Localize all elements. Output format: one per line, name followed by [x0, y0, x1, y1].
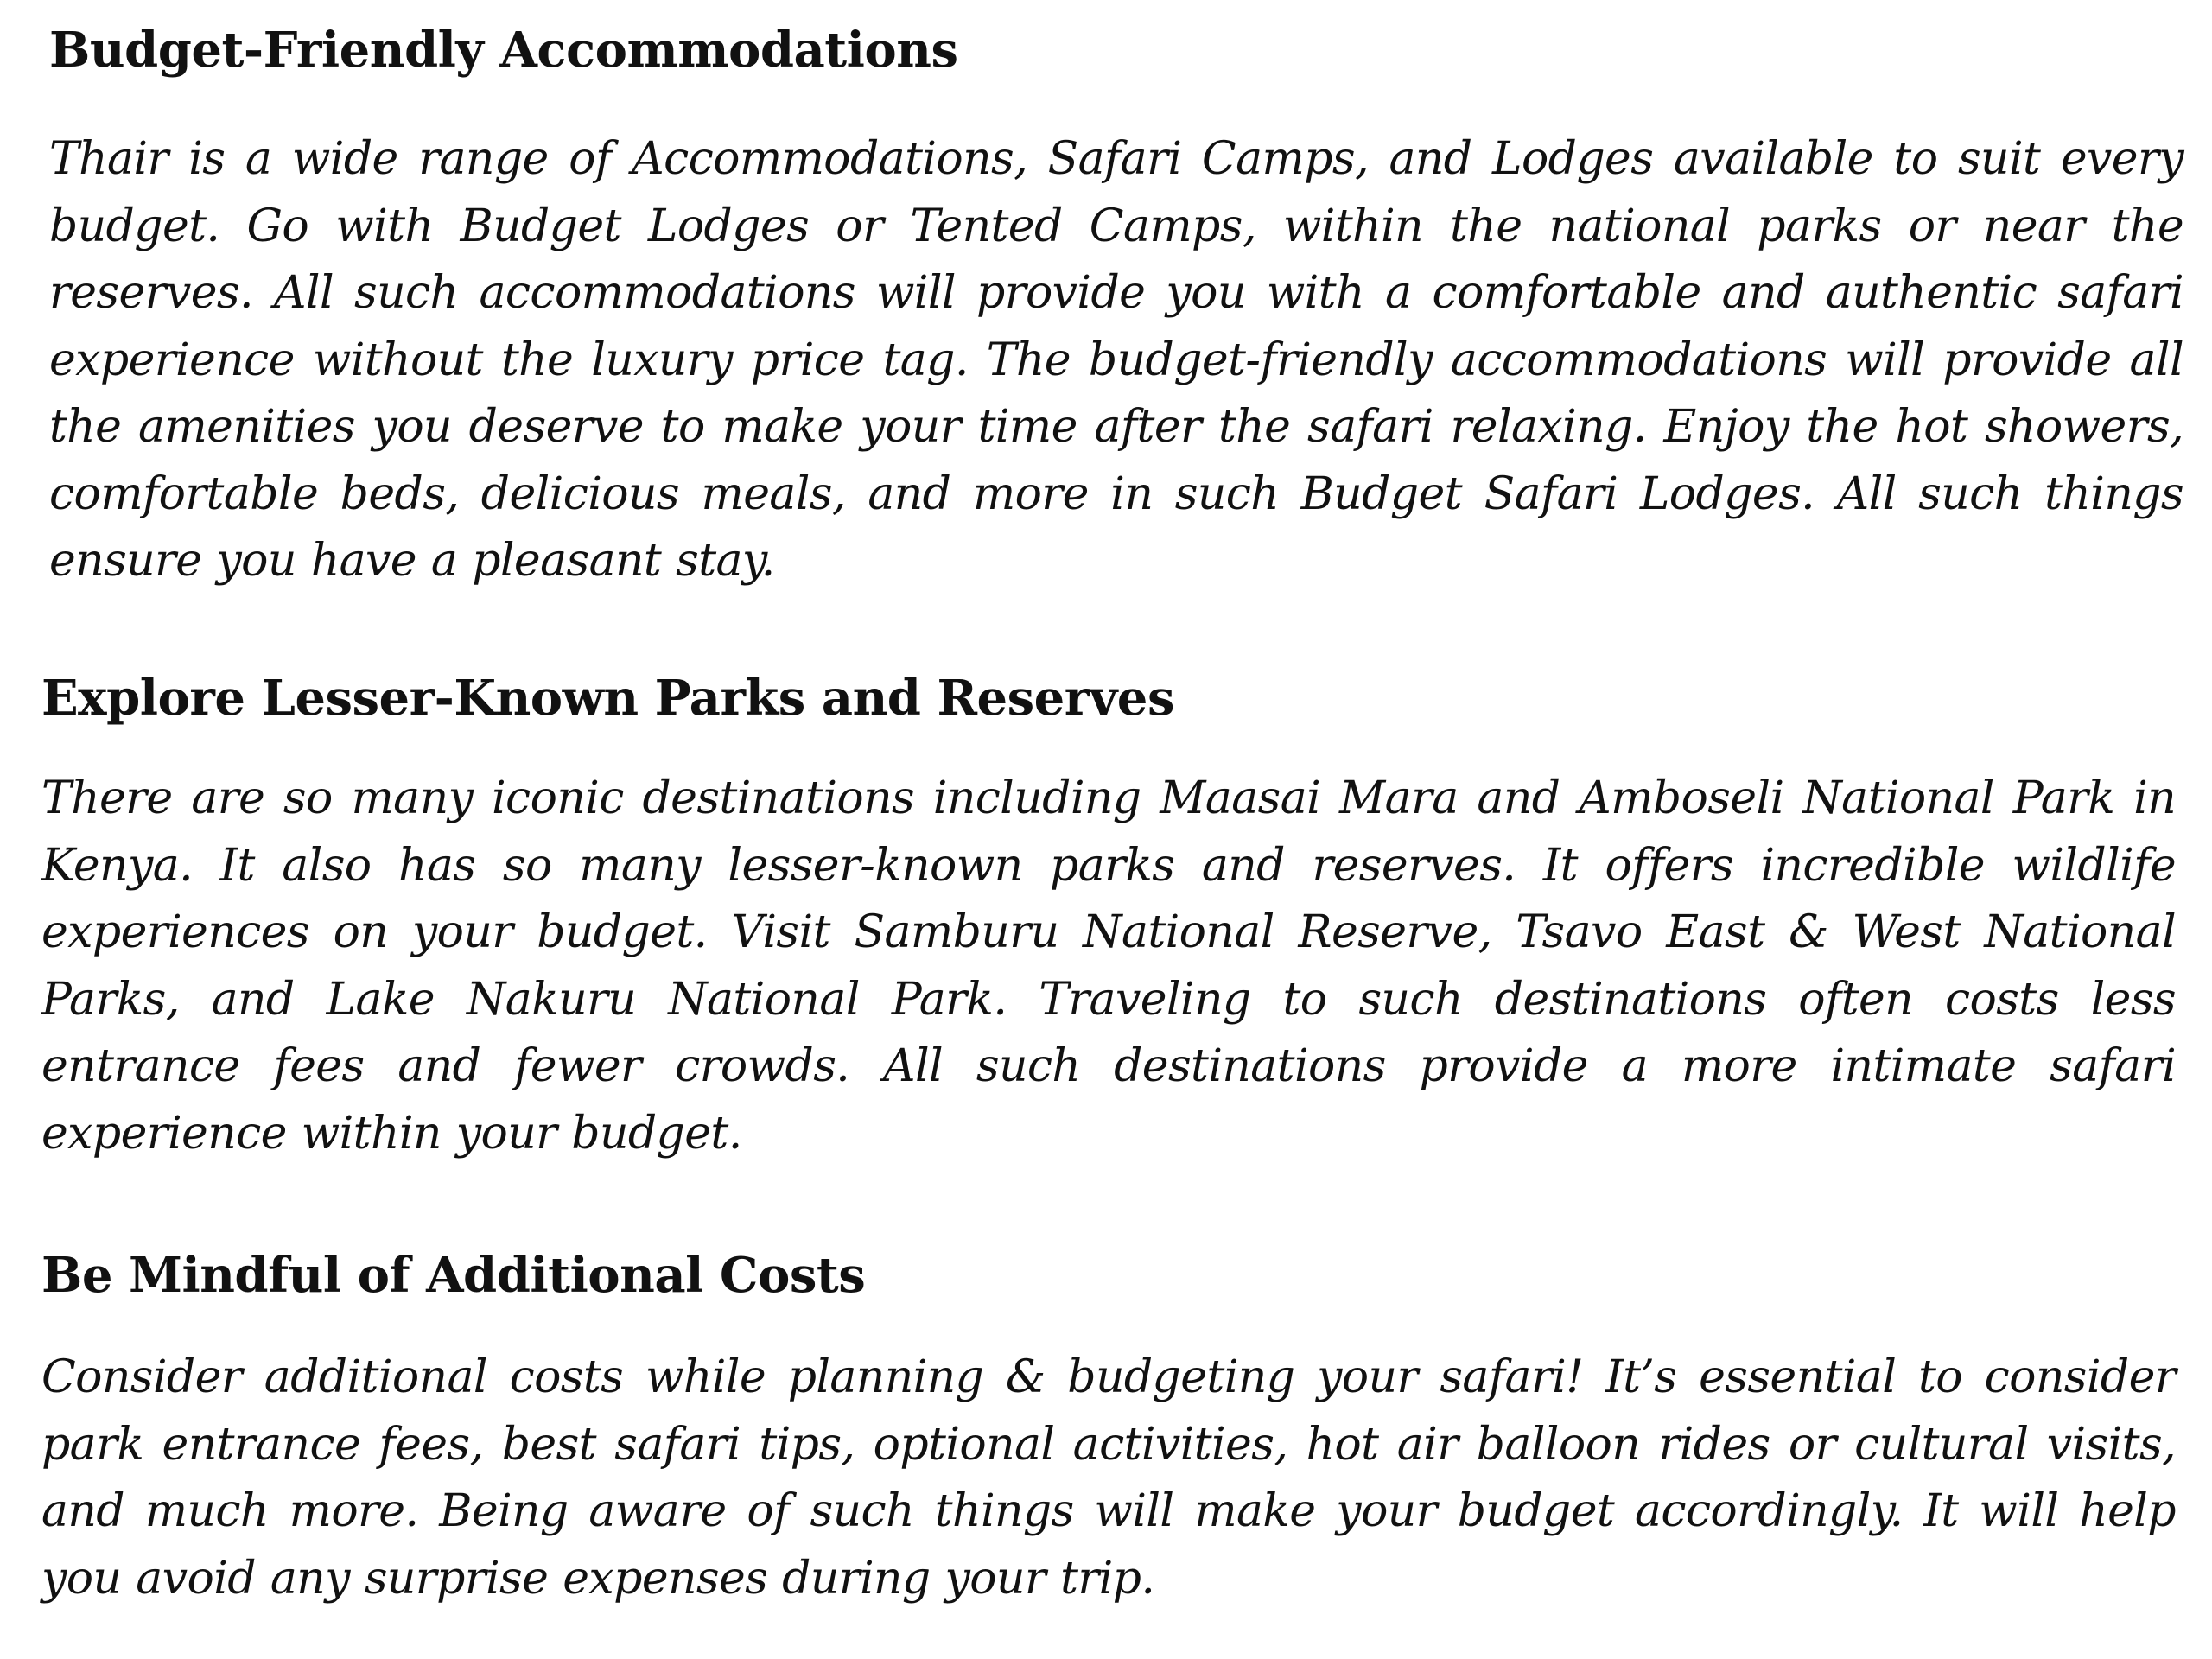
section-paragraph: There are so many iconic destinations including Maasai Mara and Amboseli National Park in Kenya. It also has so many lesser-known parks and reserves. It offers incredible wildlife experiences on your budget. Visit Samburu National Reserve, Tsavo East & West National Parks, and Lake Nakuru National Park. Traveling to such destinations often costs less entrance fees and fewer crowds. All such destinations provide a more intimate safari experience within your budget. — [41, 772, 2176, 1160]
section-paragraph: Consider additional costs while planning & budgeting your safari! It’s essential to consider park entrance fees, best safari tips, optional activities, hot air balloon rides or cultural visits, and much more. Being aware of such things will make your budget accordingly. It will help you avoid any surprise expenses during your trip. — [41, 1351, 2176, 1605]
section-heading: Be Mindful of Additional Costs — [41, 1247, 866, 1304]
section-lesser-known-parks — [41, 670, 2176, 1167]
section-additional-costs — [41, 1247, 2176, 1612]
section-budget-accommodations — [49, 22, 2183, 595]
section-paragraph: Thair is a wide range of Accommodations, Safari Camps, and Lodges available to suit every budget. Go with Budget Lodges or Tented Camps, within the national parks or near the reserves. All such accommodations will provide you with a comfortable and authentic safari experience without the luxury price tag. The budget-friendly accommodations will provide all the amenities you deserve to make your time after the safari relaxing. Enjoy the hot showers, comfortable beds, delicious meals, and more in such Budget Safari Lodges. All such things ensure you have a pleasant stay. — [49, 133, 2183, 587]
section-heading: Budget-Friendly Accommodations — [49, 22, 958, 79]
section-heading: Explore Lesser-Known Parks and Reserves — [41, 670, 1174, 727]
